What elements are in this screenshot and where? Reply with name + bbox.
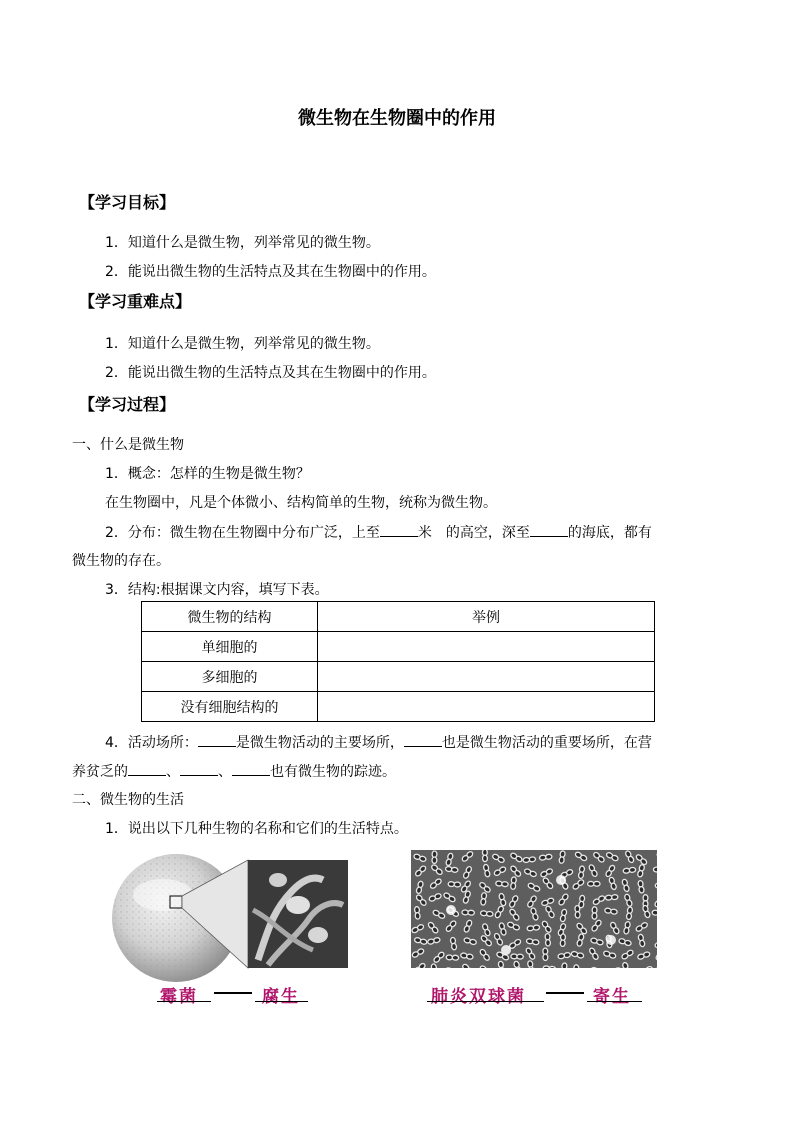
habitat-line xyxy=(105,733,652,752)
habitat-blank-4[interactable] xyxy=(180,762,218,776)
table-cell-multicellular: 多细胞的 xyxy=(142,662,318,692)
habitat-line-2 xyxy=(72,762,396,781)
habitat-text-b: 是微生物活动的主要场所， xyxy=(235,735,404,751)
mold-feature-underline xyxy=(255,1001,308,1002)
part2-title: 二、微生物的生活 xyxy=(72,792,184,808)
distribution-text-c: 的海底，都有 xyxy=(567,525,652,541)
pneumococcus-feature-caption: 寄生 xyxy=(593,987,631,1007)
table-cell-example-blank[interactable] xyxy=(318,662,655,692)
pneumococcus-illustration xyxy=(411,850,657,968)
mold-name-caption: 霉菌 xyxy=(160,987,198,1007)
key-point-item-1: 1．知道什么是微生物，列举常见的微生物。 xyxy=(105,336,380,352)
goal-item-1: 1．知道什么是微生物，列举常见的微生物。 xyxy=(105,235,380,251)
altitude-blank[interactable] xyxy=(380,523,418,537)
structure-intro: 3．结构:根据课文内容，填写下表。 xyxy=(105,582,329,598)
distribution-line xyxy=(105,523,652,542)
mold-illustration xyxy=(108,850,353,982)
key-point-item-2: 2．能说出微生物的生活特点及其在生物圈中的作用。 xyxy=(105,365,436,381)
habitat-text-a: 4．活动场所： xyxy=(105,735,198,751)
table-header-row xyxy=(142,602,655,632)
habitat-sep-1: 、 xyxy=(166,764,180,780)
goals-heading: 【学习目标】 xyxy=(79,193,176,212)
mold-dash xyxy=(214,992,252,994)
habitat-text-e: 也有微生物的踪迹。 xyxy=(270,764,396,780)
habitat-blank-5[interactable] xyxy=(232,762,270,776)
table-header-example: 举例 xyxy=(318,602,655,632)
mold-name-underline xyxy=(157,1001,211,1002)
table-cell-example-blank[interactable] xyxy=(318,632,655,662)
table-cell-acellular: 没有细胞结构的 xyxy=(142,692,318,722)
pneumococcus-feature-underline xyxy=(587,1001,642,1002)
part1-title: 一、什么是微生物 xyxy=(72,437,184,453)
mold-figure xyxy=(108,850,353,982)
mold-feature-caption: 腐生 xyxy=(262,987,300,1007)
process-heading: 【学习过程】 xyxy=(79,395,176,414)
pneumococcus-name-caption: 肺炎双球菌 xyxy=(431,987,526,1007)
concept-answer: 在生物圈中，凡是个体微小、结构简单的生物，统称为微生物。 xyxy=(105,495,497,511)
table-row xyxy=(142,692,655,722)
habitat-blank-1[interactable] xyxy=(198,733,236,747)
depth-blank[interactable] xyxy=(530,523,568,537)
pneumococcus-name-underline xyxy=(427,1001,544,1002)
distribution-text-a: 2．分布：微生物在生物圈中分布广泛，上至 xyxy=(105,525,380,541)
table-row xyxy=(142,662,655,692)
pneumococcus-figure xyxy=(411,850,657,968)
distribution-text-b: 米 的高空，深至 xyxy=(417,525,530,541)
habitat-blank-2[interactable] xyxy=(404,733,442,747)
habitat-sep-2: 、 xyxy=(218,764,232,780)
goal-item-2: 2．能说出微生物的生活特点及其在生物圈中的作用。 xyxy=(105,264,436,280)
table-cell-example-blank[interactable] xyxy=(318,692,655,722)
key-points-heading: 【学习重难点】 xyxy=(79,292,192,311)
life-item: 1．说出以下几种生物的名称和它们的生活特点。 xyxy=(105,821,408,837)
table-cell-unicellular: 单细胞的 xyxy=(142,632,318,662)
page-title: 微生物在生物圈中的作用 xyxy=(298,108,496,129)
habitat-text-d: 养贫乏的 xyxy=(72,764,128,780)
table-row xyxy=(142,632,655,662)
concept-question: 1．概念：怎样的生物是微生物？ xyxy=(105,466,310,482)
pneumococcus-dash xyxy=(546,992,584,994)
structure-table xyxy=(141,601,655,722)
habitat-blank-3[interactable] xyxy=(128,762,166,776)
habitat-text-c: 也是微生物活动的重要场所，在营 xyxy=(441,735,652,751)
distribution-line-2: 微生物的存在。 xyxy=(72,553,170,569)
table-header-structure: 微生物的结构 xyxy=(142,602,318,632)
